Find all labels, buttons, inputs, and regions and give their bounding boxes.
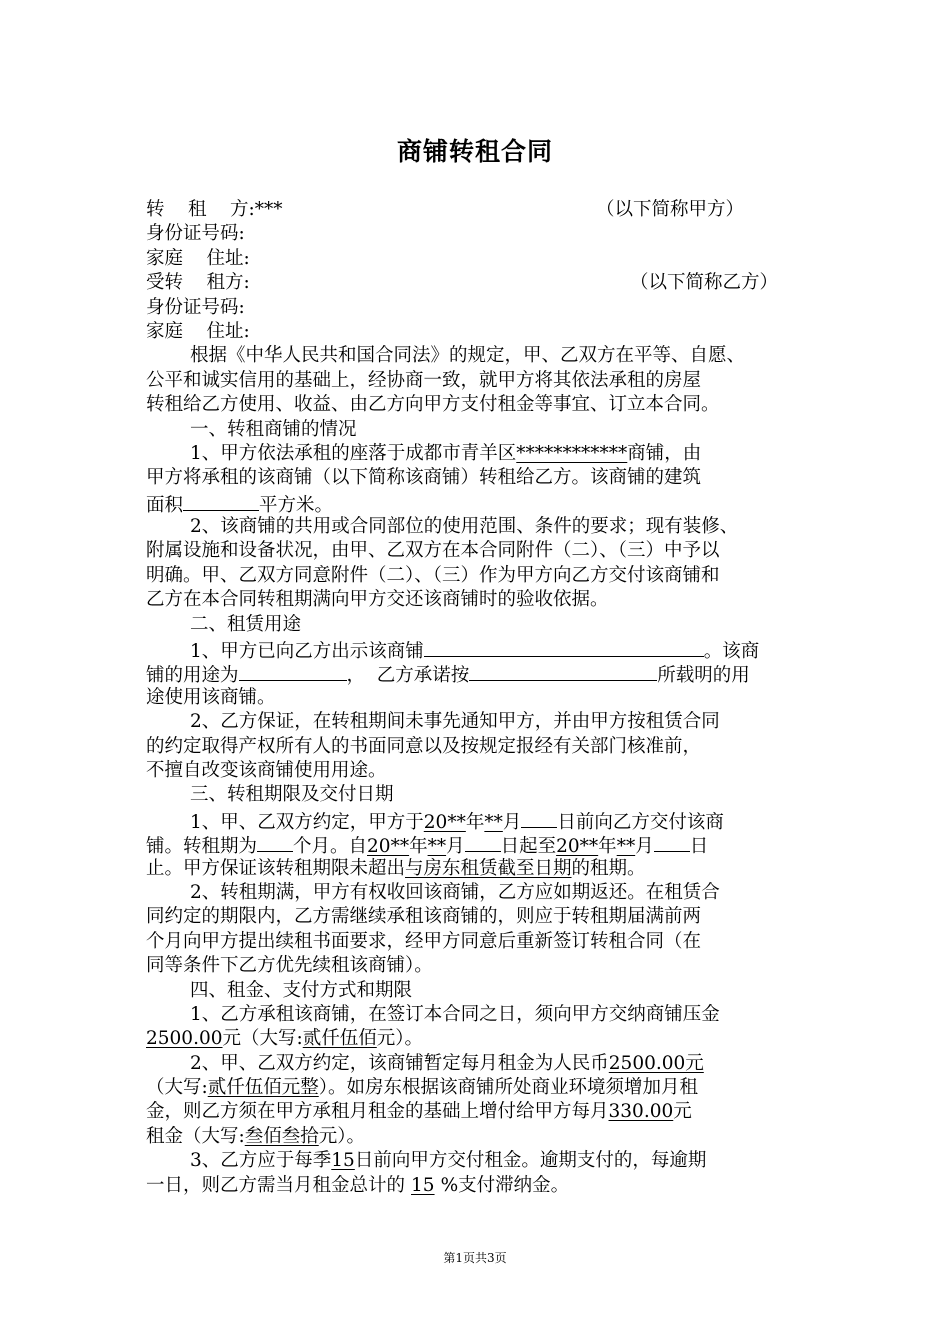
text-span: 月	[446, 836, 465, 858]
text-span: 止。甲方保证该转租期限未超出	[146, 857, 406, 879]
payment-day: 15	[331, 1150, 355, 1172]
paragraph-line: 明确。甲、乙双方同意附件（二）、（三）作为甲方向乙方交付该商铺和	[146, 564, 720, 586]
section-heading: 一、转租商铺的情况	[190, 418, 357, 440]
paragraph-line: 附属设施和设备状况，由甲、乙双方在本合同附件（二）、（三）中予以	[146, 540, 720, 562]
paragraph-line: 1、乙方承租该商铺，在签订本合同之日，须向甲方交纳商铺压金	[190, 1003, 720, 1025]
paragraph-line: 2、该商铺的共用或合同部位的使用范围、条件的要求；现有装修、	[190, 516, 739, 538]
paragraph-line	[146, 1052, 808, 1076]
text-span: 面积	[146, 494, 184, 516]
address-line-2	[146, 320, 808, 344]
text-span: 年	[409, 836, 428, 858]
lessor-note: （以下简称甲方）	[596, 199, 745, 220]
section-heading: 二、租赁用途	[190, 613, 302, 635]
late-fee-rate: 15	[411, 1174, 435, 1196]
paragraph-line: 2、转租期满，甲方有权收回该商铺，乙方应如期返还。在租赁合	[190, 881, 720, 903]
text-span: 金，则乙方须在甲方承租月租金的基础上增付给甲方每月	[146, 1101, 609, 1123]
area-blank	[183, 491, 259, 511]
paragraph-line	[146, 1076, 808, 1100]
text-span: ）。如房东根据该商铺所处商业环境须增加月租	[318, 1077, 699, 1099]
paragraph-line	[146, 1125, 808, 1149]
text-span: 1、甲方已向乙方出示该商铺	[190, 641, 424, 663]
document-title: 商铺转租合同	[396, 137, 553, 166]
id-label: 身份证号码:	[146, 296, 245, 318]
id-line-2	[146, 296, 808, 320]
page-footer: 第1页共3页	[443, 1251, 507, 1265]
day-blank	[465, 832, 501, 852]
text-span: 元	[673, 1101, 692, 1123]
section-heading: 三、转租期限及交付日期	[190, 784, 394, 806]
id-label: 身份证号码:	[146, 223, 245, 245]
term-limit: 与房东租赁截至日期	[405, 857, 572, 879]
address-label: 家庭 住址:	[146, 247, 250, 269]
text-span: 元（大写:	[222, 1028, 303, 1050]
day-blank	[521, 808, 557, 828]
paragraph-line	[146, 808, 808, 832]
paragraph-line	[146, 1149, 808, 1173]
paragraph-line: 甲方将承租的该商铺（以下简称该商铺）转租给乙方。该商铺的建筑	[146, 467, 702, 489]
paragraph-line: 不擅自改变该商铺使用用途。	[146, 759, 387, 781]
lessee-line	[146, 271, 808, 295]
months-blank	[257, 832, 293, 852]
text-span: 日前向甲方交付租金。逾期支付的，每逾期	[354, 1150, 707, 1172]
day-blank	[654, 832, 690, 852]
shop-address: ************	[516, 442, 628, 464]
text-span: 元）。	[376, 1028, 424, 1050]
paragraph-line	[146, 832, 808, 856]
lessor-label: 转 租 方:	[146, 199, 255, 220]
text-span: 商铺，由	[627, 442, 702, 464]
rent-amount: 2500.00元	[608, 1052, 704, 1074]
text-span: （大写:	[146, 1077, 208, 1099]
text-span: 个月。自	[293, 836, 368, 858]
paragraph-line: 途使用该商铺。	[146, 686, 276, 708]
extra-rent-amount-cn: 叁佰叁拾	[244, 1125, 319, 1147]
text-span: 所载明的用	[657, 665, 750, 687]
text-span: 日	[689, 836, 709, 858]
month-value: **	[484, 811, 503, 833]
month-value: **	[427, 836, 447, 858]
text-span: 。该商	[703, 641, 760, 663]
deposit-amount: 2500.00	[146, 1028, 223, 1050]
text-span: 年	[598, 836, 617, 858]
paragraph-line: 2、乙方保证，在转租期间未事先通知甲方，并由甲方按租赁合同	[190, 711, 720, 733]
text-span: 年	[465, 811, 485, 833]
paragraph-line	[146, 1100, 808, 1124]
section-heading: 四、租金、支付方式和期限	[190, 979, 413, 1001]
lessee-note: （以下简称乙方）	[630, 272, 779, 294]
extra-rent-amount: 330.00	[608, 1101, 674, 1123]
paragraph-line	[146, 637, 808, 661]
text-span: 1、甲方依法承租的座落于成都市青羊区	[190, 442, 517, 464]
month-value: **	[616, 836, 636, 858]
text-span: 月	[635, 836, 654, 858]
text-span: 铺的用途为	[146, 665, 239, 687]
paragraph-line	[146, 491, 808, 515]
text-span: 元）。	[318, 1125, 366, 1147]
lessee-label: 受转 租方:	[146, 272, 250, 294]
paragraph-line: 乙方在本合同转租期满向甲方交还该商铺时的验收依据。	[146, 589, 609, 611]
paragraph-line: 的约定取得产权所有人的书面同意以及按规定报经有关部门核准前，	[146, 735, 702, 757]
intro-line: 公平和诚实信用的基础上，经协商一致，就甲方将其依法承租的房屋	[146, 369, 702, 391]
address-label: 家庭 住址:	[146, 320, 250, 342]
year-value: 20**	[367, 836, 410, 858]
text-span: 日起至	[500, 836, 557, 858]
text-span: 3、乙方应于每季	[190, 1150, 332, 1172]
document-blank	[424, 637, 704, 657]
text-span: %支付滞纳金。	[440, 1174, 570, 1196]
text-span: 一日，则乙方需当月租金总计的	[146, 1174, 406, 1196]
paragraph-line: 同等条件下乙方优先续租该商铺）。	[146, 955, 433, 977]
intro-line: 根据《中华人民共和国合同法》的规定，甲、乙双方在平等、自愿、	[190, 345, 746, 367]
text-span: 租金（大写:	[146, 1125, 245, 1147]
document-blank	[469, 661, 657, 681]
text-span: 日前向乙方交付该商	[557, 811, 724, 833]
contract-body	[146, 198, 808, 1198]
id-line-1	[146, 222, 808, 246]
paragraph-line	[146, 442, 808, 466]
paragraph-line	[146, 661, 808, 685]
paragraph-line: 同约定的期限内，乙方需继续承租该商铺的，则应于转租期届满前两	[146, 906, 702, 928]
paragraph-line	[146, 1174, 808, 1198]
deposit-amount-cn: 贰仟伍佰	[302, 1028, 377, 1050]
usage-blank	[239, 661, 347, 681]
rent-amount-cn: 贰仟伍佰元整	[207, 1077, 319, 1099]
address-line-1	[146, 247, 808, 271]
paragraph-line	[146, 857, 808, 881]
year-value: 20**	[423, 811, 466, 833]
paragraph-line: 个月向甲方提出续租书面要求，经甲方同意后重新签订转租合同（在	[146, 930, 702, 952]
paragraph-line	[146, 1027, 808, 1051]
text-span: 1、甲、乙双方约定，甲方于	[190, 811, 424, 833]
text-span: ， 乙方承诺按	[346, 665, 470, 687]
text-span: 2、甲、乙双方约定，该商铺暂定每月租金为人民币	[190, 1052, 609, 1074]
text-span: 的租期。	[571, 857, 646, 879]
text-span: 平方米。	[259, 494, 334, 516]
lessor-value: ***	[254, 199, 283, 220]
text-span: 月	[502, 811, 522, 833]
lessor-line	[146, 198, 808, 222]
text-span: 铺。转租期为	[146, 836, 258, 858]
intro-line: 转租给乙方使用、收益、由乙方向甲方支付租金等事宜、订立本合同。	[146, 394, 720, 416]
year-value: 20**	[556, 836, 599, 858]
